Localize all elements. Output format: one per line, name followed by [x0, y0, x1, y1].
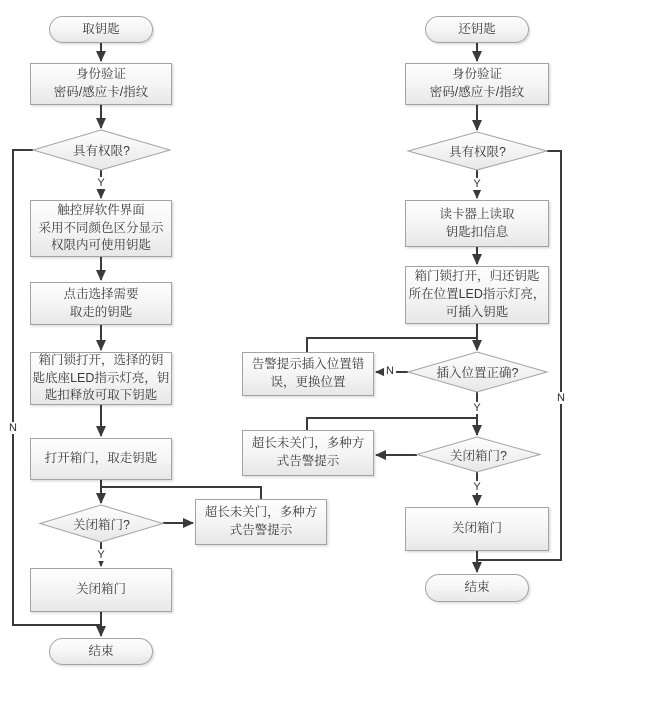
return-permission-yes-label: Y: [473, 178, 481, 190]
text-line: 匙底座LED指示灯亮，钥: [32, 370, 170, 385]
return-identity-verify-process: [405, 63, 549, 105]
text-line: 身份验证: [75, 67, 126, 82]
take-touchscreen-process: [30, 200, 172, 257]
terminal-label: 取钥匙: [82, 21, 120, 36]
terminal-label: 还钥匙: [458, 21, 496, 36]
text-line: 身份验证: [451, 67, 502, 82]
return-position-decision-label: 插入位置正确?: [436, 366, 519, 380]
text-line: 式告警提示: [276, 454, 340, 468]
return-permission-no-label: N: [557, 392, 565, 404]
text-line: 式告警提示: [229, 523, 293, 537]
return-unlock-led-process: [405, 266, 549, 324]
take-end-terminal: [49, 638, 153, 665]
return-end-terminal: [425, 574, 529, 602]
take-overtime-alarm-process: [195, 499, 327, 545]
return-closedoor-yes-label: Y: [473, 481, 481, 493]
return-position-yes-label: Y: [473, 402, 481, 414]
take-close-door-process: [30, 568, 172, 612]
take-permission-yes-label: Y: [97, 177, 105, 189]
take-select-key-process: [30, 282, 172, 325]
take-permission-no-label: N: [9, 422, 17, 434]
take-closedoor-yes-label: Y: [97, 549, 105, 561]
terminal-label: 结束: [464, 580, 490, 595]
terminal-label: 结束: [88, 643, 114, 658]
take-key-start-terminal: [49, 16, 153, 43]
return-closedoor-decision-label: 关闭箱门?: [450, 448, 507, 463]
text-line: 告警提示插入位置错: [251, 357, 365, 372]
edge-take-alarm-feedback: [101, 487, 261, 499]
return-position-no-label: N: [386, 365, 394, 377]
text-line: 权限内可使用钥匙: [50, 238, 151, 253]
take-identity-verify-process: [30, 63, 172, 105]
take-closedoor-decision-label: 关闭箱门?: [73, 517, 130, 532]
return-card-reader-process: [405, 200, 549, 247]
text-line: 所在位置LED指示灯亮，: [408, 287, 546, 302]
text-line: 触控屏软件界面: [57, 202, 145, 217]
text-line: 密码/感应卡/指纹: [53, 85, 149, 99]
text-line: 超长未关门，多种方: [251, 436, 365, 451]
text-line: 误，更换位置: [270, 375, 346, 389]
return-position-decision-shape: [408, 352, 547, 392]
return-position-alarm-process: [242, 352, 374, 396]
text-line: 超长未关门，多种方: [204, 505, 318, 520]
text-line: 箱门锁打开，选择的钥: [38, 352, 164, 367]
return-key-start-terminal: [425, 16, 529, 43]
edge-return-positionalarm-feedback: [307, 338, 477, 352]
return-permission-decision-label: 具有权限?: [449, 145, 506, 159]
decision-shapes: [33, 130, 547, 542]
text-line: 钥匙扣信息: [445, 224, 509, 239]
text-line: 关闭箱门: [451, 521, 502, 536]
text-line: 取走的钥匙: [69, 304, 133, 319]
return-permission-decision-shape: [408, 132, 547, 170]
take-permission-decision-shape: [33, 130, 170, 170]
edge-return-alarm-feedback: [307, 418, 477, 430]
text-line: 打开箱门，取走钥匙: [44, 451, 158, 466]
text-line: 匙扣释放可取下钥匙: [44, 388, 158, 403]
text-line: 密码/感应卡/指纹: [429, 85, 525, 99]
return-close-door-process: [405, 507, 549, 551]
text-line: 箱门锁打开，归还钥匙: [414, 269, 540, 284]
text-line: 读卡器上读取: [439, 206, 515, 221]
return-closedoor-decision-shape: [417, 437, 540, 472]
take-closedoor-decision-shape: [40, 505, 163, 542]
text-line: 可插入钥匙: [445, 304, 509, 319]
return-overtime-alarm-process: [242, 430, 374, 476]
take-unlock-led-process: [30, 352, 172, 405]
text-line: 采用不同颜色区分显示: [38, 220, 164, 235]
take-open-door-process: [30, 438, 172, 480]
text-line: 关闭箱门: [75, 582, 126, 597]
text-line: 点击选择需要: [63, 286, 139, 301]
take-permission-decision-label: 具有权限?: [73, 144, 130, 158]
